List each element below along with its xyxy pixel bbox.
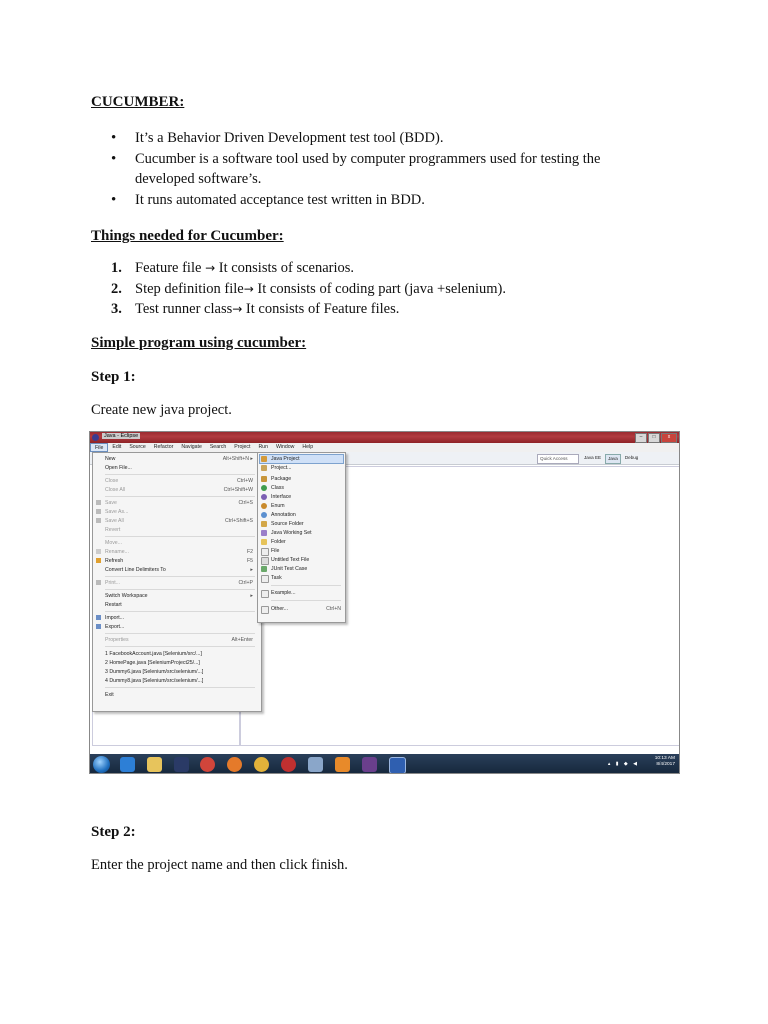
file-menu-dropdown xyxy=(92,452,262,712)
menu-bar xyxy=(90,443,679,452)
menu-item-recent-file[interactable]: 1 FacebookAccount.java [Selenium/src/...] xyxy=(105,651,202,657)
enum-icon xyxy=(261,503,267,509)
menu-separator xyxy=(105,496,255,497)
opera-icon[interactable] xyxy=(281,757,296,772)
eclipse-screenshot xyxy=(89,431,680,774)
item-desc: It consists of coding part (java +selenium). xyxy=(253,280,506,297)
list-item xyxy=(91,279,691,300)
print-icon xyxy=(96,580,101,585)
menu-item-refresh[interactable]: Refresh F5 xyxy=(105,557,257,565)
working-set-icon xyxy=(261,530,267,536)
step2-label: Step 2: xyxy=(91,824,136,840)
heading-simple-program: Simple program using cucumber: xyxy=(91,335,307,351)
menu-navigate[interactable]: Navigate xyxy=(181,444,202,450)
menu-item-import[interactable]: Import... xyxy=(105,614,257,622)
step1-label: Step 1: xyxy=(91,369,136,385)
app-icon[interactable] xyxy=(200,757,215,772)
class-icon xyxy=(261,485,267,491)
save-icon xyxy=(96,500,101,505)
bullet-text-continued: developed software’s. xyxy=(135,171,262,187)
menu-separator xyxy=(105,633,255,634)
menu-item-recent-file[interactable]: 2 HomePage.java [SeleniumProject25/...] xyxy=(105,660,200,666)
item-term: Test runner class xyxy=(135,301,233,317)
bullet-text: Cucumber is a software tool used by computer programmers used for testing the xyxy=(135,150,601,167)
perspective-debug[interactable]: Debug xyxy=(624,455,639,460)
word-icon[interactable] xyxy=(389,757,406,774)
list-item xyxy=(91,149,691,190)
window-titlebar xyxy=(90,432,679,443)
rename-icon xyxy=(96,549,101,554)
maximize-button[interactable]: □ xyxy=(648,433,660,443)
list-number: 1. xyxy=(111,260,122,276)
submenu-item-java-project[interactable]: Java Project xyxy=(260,455,343,463)
submenu-item-java-working-set[interactable]: Java Working Set xyxy=(271,529,343,537)
menu-separator xyxy=(271,600,341,601)
list-item xyxy=(91,258,691,279)
vlc-icon[interactable] xyxy=(335,757,350,772)
list-number: 3. xyxy=(111,301,122,317)
bullet-list xyxy=(91,128,691,210)
window-title: Java - Eclipse xyxy=(104,433,139,439)
menu-window[interactable]: Window xyxy=(275,444,295,450)
menu-run[interactable]: Run xyxy=(258,444,268,450)
clock-time: 10:13 AM xyxy=(654,756,675,761)
arrow-icon: → xyxy=(243,281,254,296)
item-term: Step definition file xyxy=(135,280,244,297)
chrome-icon[interactable] xyxy=(254,757,269,772)
menu-item-switch-workspace[interactable]: Switch Workspace ▸ xyxy=(105,593,253,599)
submenu-item-project[interactable]: Project... xyxy=(271,464,343,472)
menu-item-recent-file[interactable]: 4 Dummy8.java [Selenium/src/selenium/...] xyxy=(105,678,204,684)
heading-things-needed: Things needed for Cucumber: xyxy=(91,228,284,244)
menu-separator xyxy=(271,585,341,586)
eclipse-icon xyxy=(92,434,99,441)
submenu-item-task[interactable]: Task xyxy=(271,574,343,582)
export-icon xyxy=(96,624,101,629)
clock-date: 8/4/2017 xyxy=(656,762,675,767)
eclipse-taskbar-icon[interactable] xyxy=(362,757,377,772)
numbered-list xyxy=(91,258,691,320)
menu-item-save[interactable]: Save Ctrl+S xyxy=(105,499,257,507)
menu-item-save-all[interactable]: Save All Ctrl+Shift+S xyxy=(105,517,257,525)
step2-text: Enter the project name and then click finish. xyxy=(91,857,348,873)
menu-refactor[interactable]: Refactor xyxy=(153,444,174,450)
menu-item-convert-line-delimiters[interactable]: Convert Line Delimiters To ▸ xyxy=(105,567,253,573)
refresh-icon xyxy=(96,558,101,563)
item-desc: It consists of Feature files. xyxy=(242,301,400,317)
menu-item-rename[interactable]: Rename... F2 xyxy=(105,548,257,556)
submenu-item-interface[interactable]: Interface xyxy=(271,493,343,501)
menu-item-close[interactable]: Close Ctrl+W xyxy=(105,478,253,484)
heading-cucumber: CUCUMBER: xyxy=(91,94,185,110)
perspective-switcher xyxy=(584,454,638,464)
other-icon xyxy=(261,606,269,614)
submenu-item-folder[interactable]: Folder xyxy=(271,538,343,546)
menu-item-move[interactable]: Move... xyxy=(105,540,123,546)
minimize-button[interactable]: – xyxy=(635,433,647,443)
submenu-item-source-folder[interactable]: Source Folder xyxy=(271,520,343,528)
submenu-item-class[interactable]: Class xyxy=(271,484,343,492)
arrow-icon: → xyxy=(232,302,243,316)
menu-separator xyxy=(105,646,255,647)
menu-separator xyxy=(105,474,255,475)
menu-separator xyxy=(105,536,255,537)
arrow-icon: → xyxy=(205,261,216,275)
menu-separator xyxy=(105,576,255,577)
start-button[interactable] xyxy=(93,756,110,773)
annotation-icon xyxy=(261,512,267,518)
quick-access-input[interactable]: Quick Access xyxy=(537,454,579,464)
menu-item-open-file[interactable]: Open File... xyxy=(105,465,132,471)
system-clock xyxy=(655,756,675,768)
task-icon xyxy=(261,575,269,583)
list-item xyxy=(91,299,691,320)
submenu-item-untitled-text-file[interactable]: Untitled Text File xyxy=(271,556,343,564)
media-player-icon[interactable] xyxy=(174,757,189,772)
menu-edit[interactable]: Edit xyxy=(112,444,122,450)
interface-icon xyxy=(261,494,267,500)
save-all-icon xyxy=(96,518,101,523)
menu-separator xyxy=(105,589,255,590)
menu-project[interactable]: Project xyxy=(234,444,251,450)
submenu-item-example[interactable]: Example... xyxy=(271,589,343,597)
menu-separator xyxy=(105,611,255,612)
menu-item-exit[interactable]: Exit xyxy=(105,692,114,698)
perspective-java-ee[interactable]: Java EE xyxy=(584,455,602,460)
source-folder-icon xyxy=(261,521,267,527)
internet-explorer-icon[interactable] xyxy=(120,757,135,772)
file-icon xyxy=(261,548,269,556)
menu-item-new[interactable]: New Alt+Shift+N ▸ xyxy=(105,456,253,462)
import-icon xyxy=(96,615,101,620)
junit-icon xyxy=(261,566,267,572)
submenu-item-enum[interactable]: Enum xyxy=(271,502,343,510)
close-button[interactable]: x xyxy=(661,433,677,443)
menu-item-save-as[interactable]: Save As... xyxy=(105,508,257,516)
firefox-icon[interactable] xyxy=(227,757,242,772)
example-icon xyxy=(261,590,269,598)
folder-icon xyxy=(261,539,267,545)
menu-help[interactable]: Help xyxy=(302,444,314,450)
list-item: • It’s a Behavior Driven Development test tool (BDD). xyxy=(91,128,691,149)
submenu-item-package[interactable]: Package xyxy=(271,475,343,483)
system-tray-icons: ▴ ▮ ◆ ◀ xyxy=(607,761,639,767)
item-desc: It consists of scenarios. xyxy=(215,260,355,276)
submenu-item-annotation[interactable]: Annotation xyxy=(271,511,343,519)
text-file-icon xyxy=(261,557,269,565)
menu-item-revert[interactable]: Revert xyxy=(105,527,121,533)
submenu-item-other[interactable]: Other... Ctrl+N xyxy=(271,605,343,613)
file-explorer-icon[interactable] xyxy=(147,757,162,772)
menu-item-properties[interactable]: Properties Alt+Enter xyxy=(105,637,253,643)
menu-item-export[interactable]: Export... xyxy=(105,623,257,631)
package-icon xyxy=(261,476,267,482)
save-as-icon xyxy=(96,509,101,514)
list-number: 2. xyxy=(111,280,122,297)
app-icon[interactable] xyxy=(308,757,323,772)
project-icon xyxy=(261,465,267,471)
menu-item-recent-file[interactable]: 3 Dummy6.java [Selenium/src/selenium/...] xyxy=(105,669,204,675)
menu-file[interactable]: File xyxy=(90,443,108,452)
java-project-icon xyxy=(261,456,267,462)
item-term: Feature file xyxy=(135,260,206,276)
menu-item-restart[interactable]: Restart xyxy=(105,602,122,608)
menu-search[interactable]: Search xyxy=(209,444,227,450)
new-submenu xyxy=(257,452,346,623)
submenu-item-file[interactable]: File xyxy=(271,547,343,555)
list-item: • It runs automated acceptance test written in BDD. xyxy=(91,190,691,211)
windows-taskbar xyxy=(90,754,679,774)
perspective-java[interactable]: Java xyxy=(605,454,621,464)
window-controls xyxy=(635,433,677,443)
menu-source[interactable]: Source xyxy=(129,444,146,450)
submenu-item-junit-test-case[interactable]: JUnit Test Case xyxy=(271,565,343,573)
step1-text: Create new java project. xyxy=(91,402,232,418)
menu-item-close-all[interactable]: Close All Ctrl+Shift+W xyxy=(105,487,253,493)
menu-item-print[interactable]: Print... Ctrl+P xyxy=(105,579,257,587)
menu-separator xyxy=(105,687,255,688)
